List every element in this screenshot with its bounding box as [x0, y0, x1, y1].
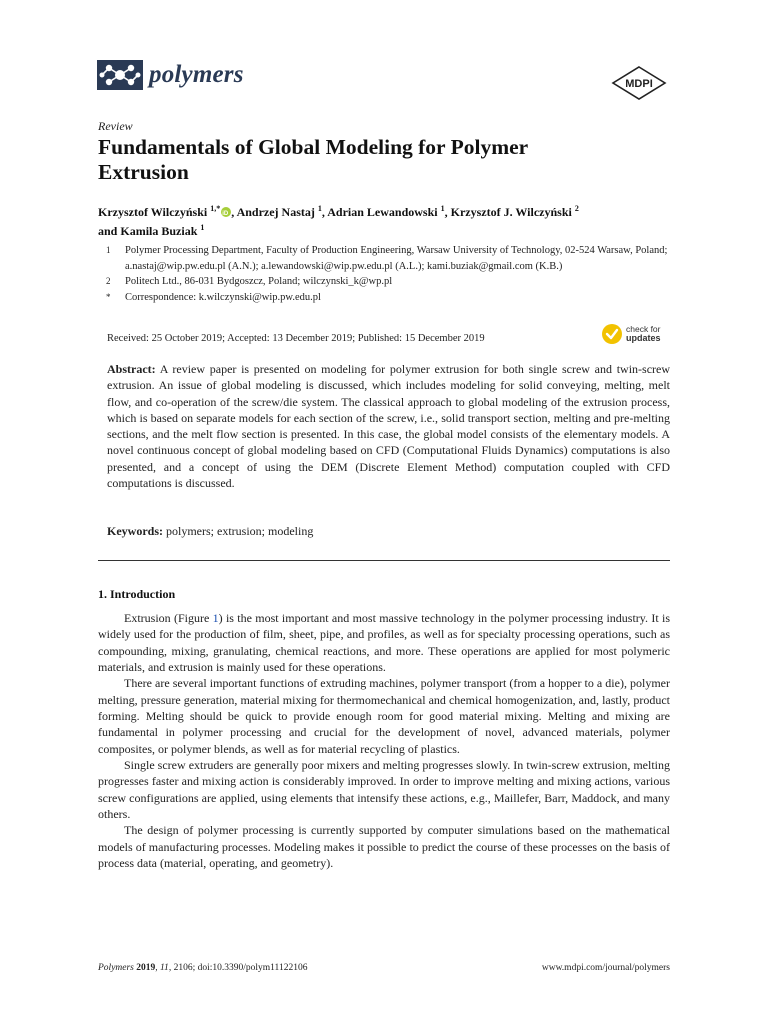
- journal-name: polymers: [149, 61, 244, 88]
- mdpi-text: MDPI: [625, 78, 653, 90]
- correspondence-text: Correspondence: k.wilczynski@wip.pw.edu.pl: [125, 291, 321, 303]
- mdpi-logo-icon[interactable]: [610, 66, 668, 100]
- abstract-label: Abstract:: [107, 362, 156, 376]
- affiliation-text: Politech Ltd., 86-031 Bydgoszcz, Poland; wilczynski_k@wp.pl: [125, 276, 393, 288]
- affiliation-item: [98, 274, 668, 290]
- correspondence-item: [98, 290, 668, 306]
- article-type: Review: [98, 119, 133, 133]
- abstract: [107, 361, 670, 491]
- check-line-2: updates: [626, 333, 661, 343]
- checkmark-badge-icon: [601, 323, 623, 345]
- affiliation-number: 2: [106, 276, 111, 287]
- author-affiliation-mark: 1: [317, 204, 322, 213]
- citation-footer: Polymers 2019, 11, 2106; doi:10.3390/polym11122106: [98, 963, 308, 973]
- journal-url[interactable]: www.mdpi.com/journal/polymers: [541, 963, 670, 973]
- orcid-icon[interactable]: [221, 207, 231, 217]
- keywords-text: polymers; extrusion; modeling: [166, 524, 314, 538]
- affiliation-text: Polymer Processing Department, Faculty of Production Engineering, Warsaw University of Technology, 02-524 Warsaw, Poland; a.nastaj@wip.pw.edu.pl (A.N.); a.lewandowski@wip.pw.edu.pl (A.L.); kami.buziak@gmail.com (K.B.): [125, 245, 668, 272]
- author-affiliation-mark: 1,*: [210, 204, 221, 213]
- polymers-logo-icon: [97, 60, 143, 90]
- affiliations: [98, 243, 668, 305]
- author-name[interactable]: Andrzej Nastaj: [236, 205, 315, 219]
- section-heading: 1. Introduction: [98, 587, 176, 601]
- article-title: Fundamentals of Global Modeling for Polymer Extrusion: [98, 135, 528, 184]
- check-line-1: check for: [626, 324, 661, 334]
- figure-link[interactable]: 1: [212, 611, 219, 625]
- check-for-updates-label: [626, 325, 661, 343]
- keywords-label: Keywords:: [107, 524, 163, 538]
- author-name[interactable]: Kamila Buziak: [120, 224, 198, 238]
- footer-doi[interactable]: , 2106; doi:10.3390/polym11122106: [168, 963, 308, 973]
- affiliation-number: 1: [106, 245, 111, 255]
- author-name[interactable]: Krzysztof Wilczyński: [98, 205, 208, 219]
- paragraph-text: ) is the most important and most massive technology in the polymer processing industry. It is widely used for the production of film, sheet, pipe, and profiles, as well as for specialty processing operations, such as compounding, mixing, granulating, chemical reactions, and more. These operations are applied for most polymeric materials, and extrusion is mainly used for these operations.: [98, 611, 670, 675]
- paragraph-text: Extrusion (Figure: [124, 611, 213, 625]
- check-for-updates-badge[interactable]: [601, 323, 661, 345]
- footer-year: 2019: [136, 963, 156, 973]
- author-affiliation-mark: 1: [200, 223, 205, 232]
- abstract-text: A review paper is presented on modeling for polymer extrusion for both single screw and twin-screw extrusion. An issue of global modeling is discussed, which includes modeling for solid conveying, melting, melt flow, and co-operation of the screw/die system. The classical approach to global modeling of the extrusion process, which is based on separate models for each section of the screw, i.e., solid transport section, melting and pre-melting sections, and the melt flow section is presented. In this case, the global model consists of the elementary models. A novel continuous concept of global modeling based on CFD (Computational Fluids Dynamics) computations is also presented, and a concept of using the DEM (Discrete Element Method) computation coupled with CFD computations is discussed.: [107, 362, 671, 491]
- publication-dates: Received: 25 October 2019; Accepted: 13 December 2019; Published: 15 December 2019: [107, 333, 485, 344]
- keywords: [107, 524, 313, 539]
- paragraph: There are several important functions of extruding machines, polymer transport (from a hopper to a die), polymer melting, pressure generation, material mixing for thermomechanical and chemical homogenization, and, lastly, product forming. Melting should be quick to provide enough room for good material mixing. Melting and mixing are fundamental in polymer processing and crucial for the development of novel, advanced materials, polymer composites, or polymer blends, as well as for material recycling of plastics.: [98, 676, 670, 756]
- affiliation-number: *: [106, 291, 111, 302]
- affiliation-item: [98, 243, 668, 274]
- footer-journal: Polymers: [98, 963, 134, 973]
- author-name[interactable]: Krzysztof J. Wilczyński: [450, 205, 572, 219]
- journal-logo[interactable]: [97, 60, 244, 90]
- author-list: Krzysztof Wilczyński $^{1,*}$iD , Andrzej Nastaj $^1$, Adrian Lewandowski $^1$, Krzysztof J. Wilczyński $^2$ and Kamila Buziak $^1$: [98, 201, 678, 239]
- section-divider: [98, 560, 670, 561]
- paragraph: The design of polymer processing is currently supported by computer simulations based on the mathematical models of manufacturing processes. Modeling makes it possible to predict the course of these processes on the basis of process data (material, operating, and geometry).: [98, 823, 670, 871]
- author-name[interactable]: Adrian Lewandowski: [327, 205, 438, 219]
- paragraph: [98, 610, 670, 675]
- paragraph: Single screw extruders are generally poor mixers and melting progresses slowly. In twin-screw extrusion, melting progresses faster and mixing action is considerably improved. In order to improve melting and mixing actions, various screw configurations are applied, using elements that intensify these actions, e.g., Maillefer, Barr, Maddock, and many others.: [98, 758, 670, 822]
- footer-volume: 11: [160, 963, 169, 973]
- introduction-body: [98, 610, 670, 872]
- author-affiliation-mark: 2: [574, 204, 579, 213]
- author-affiliation-mark: 1: [440, 204, 445, 213]
